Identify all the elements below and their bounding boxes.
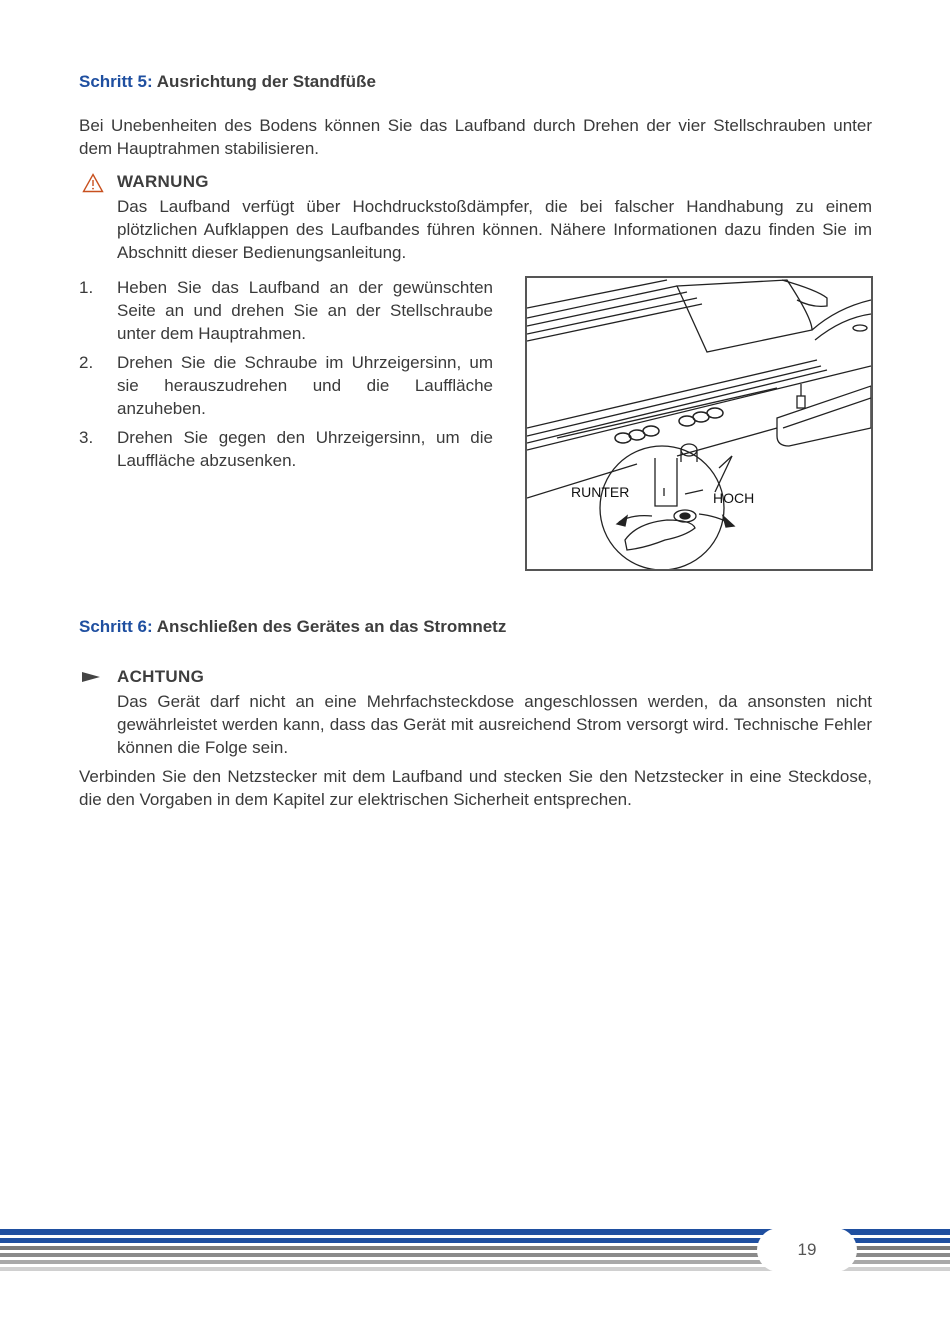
step6-body: Verbinden Sie den Netzstecker mit dem Laufband und stecken Sie den Netzstecker in eine Steckdose, die den Vorgaben in dem Kapitel zur elektrischen Sicherheit entsprechen. bbox=[79, 767, 872, 809]
adjustment-figure bbox=[525, 276, 873, 571]
step6-prefix: Schritt 6: bbox=[79, 617, 153, 636]
treadmill-illustration bbox=[527, 278, 871, 569]
label-up: HOCH bbox=[713, 490, 755, 506]
list-item: 2. Drehen Sie die Schraube im Uhrzeigersinn, um sie herauszudrehen und die Lauffläche anzuheben. bbox=[79, 353, 493, 418]
step6-heading bbox=[79, 617, 506, 637]
step6-title: Anschließen des Gerätes an das Stromnetz bbox=[156, 617, 507, 636]
step5-list bbox=[79, 276, 493, 478]
step5-prefix: Schritt 5: bbox=[79, 72, 153, 91]
label-down: RUNTER bbox=[571, 484, 630, 500]
caution-text: Das Gerät darf nicht an eine Mehrfachsteckdose angeschlossen werden, da ansonsten nicht gewährleistet werden kann, dass das Gerät mit ausreichend Strom versorgt wird. Technische Fehler können die Folge sein. bbox=[117, 692, 872, 757]
page-number: 19 bbox=[757, 1228, 857, 1272]
step5-heading bbox=[79, 72, 376, 92]
caution-title: ACHTUNG bbox=[117, 667, 205, 686]
step5-intro: Bei Unebenheiten des Bodens können Sie das Laufband durch Drehen der vier Stellschrauben unter dem Hauptrahmen stabilisieren. bbox=[79, 116, 872, 158]
warning-triangle-icon bbox=[82, 173, 104, 193]
step5-title: Ausrichtung der Standfüße bbox=[156, 72, 376, 91]
list-item: 1. Heben Sie das Laufband an der gewünschten Seite an und drehen Sie an der Stellschraube unter dem Hauptrahmen. bbox=[79, 278, 493, 343]
warning-title: WARNUNG bbox=[117, 172, 209, 191]
list-item: 3. Drehen Sie gegen den Uhrzeigersinn, um die Lauffläche abzusenken. bbox=[79, 428, 493, 470]
warning-text: Das Laufband verfügt über Hochdruckstoßdämpfer, die bei falscher Handhabung zu einem plötzlichen Aufklappen des Laufbandes führen können. Nähere Informationen dazu finden Sie im Abschnitt dieser Bedienungsanleitung. bbox=[117, 197, 872, 262]
arrow-pointer-icon bbox=[82, 670, 102, 682]
